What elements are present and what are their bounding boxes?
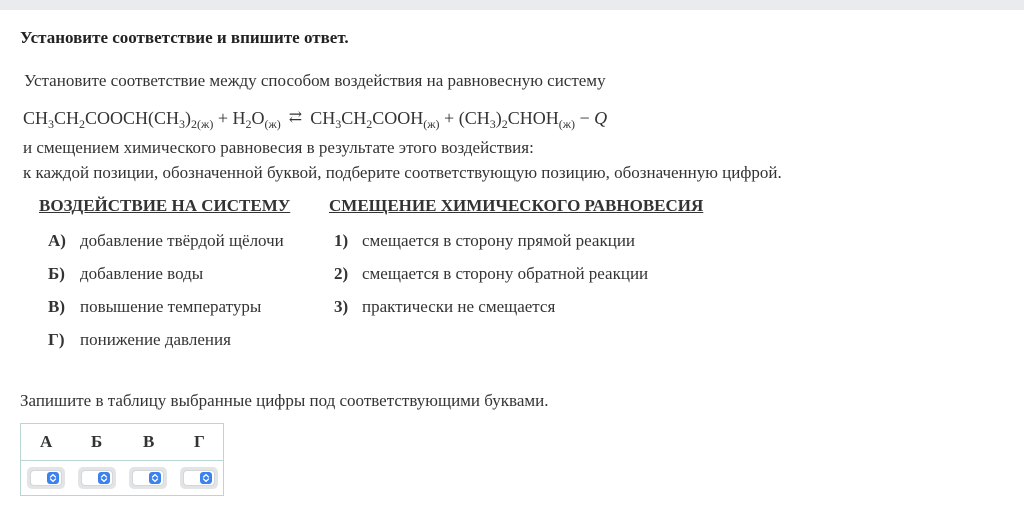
left-item-v — [48, 297, 261, 317]
item-text: добавление твёрдой щёлочи — [80, 231, 284, 250]
chevron-up-down-icon — [98, 472, 110, 484]
answer-letter-g: Г — [194, 432, 205, 451]
item-text: практически не смещается — [362, 297, 556, 316]
right-column-header: СМЕЩЕНИЕ ХИМИЧЕСКОГО РАВНОВЕСИЯ — [329, 196, 704, 215]
item-key: В) — [48, 297, 65, 316]
item-key: 1) — [334, 231, 349, 250]
right-item-3 — [334, 297, 555, 317]
item-key: 3) — [334, 297, 349, 316]
answer-table-header — [21, 424, 223, 461]
right-item-2 — [334, 264, 648, 284]
item-text: понижение давления — [80, 330, 231, 349]
answer-letter-a: А — [40, 432, 53, 451]
left-column-header: ВОЗДЕЙСТВИЕ НА СИСТЕМУ — [39, 196, 291, 215]
item-text: смещается в сторону прямой реакции — [362, 231, 636, 250]
answer-letter-v: В — [143, 432, 155, 451]
answer-letter-b: Б — [91, 432, 103, 451]
answer-select-a[interactable] — [27, 467, 65, 489]
item-text: добавление воды — [80, 264, 204, 283]
equilibrium-arrows-icon: ⇄ — [288, 109, 303, 126]
answer-select-g[interactable] — [180, 467, 218, 489]
chevron-up-down-icon — [149, 472, 161, 484]
chevron-up-down-icon — [47, 472, 59, 484]
answer-select-b[interactable] — [78, 467, 116, 489]
task-line-2: и смещением химического равновесия в результате этого воздействия: — [23, 138, 534, 157]
left-item-b — [48, 264, 203, 284]
answer-prompt: Запишите в таблицу выбранные цифры под соответствующими буквами. — [20, 391, 549, 410]
left-item-g — [48, 330, 231, 350]
top-bar — [0, 0, 1024, 10]
item-key: Г) — [48, 330, 65, 349]
reaction-equation: $CH_3CH_2COOCH(CH_3)_{2(ж)} + H_2O_{(ж)}$ ⇄ $CH_3CH_2COOH_{(ж)}$ + $(CH_3)_2CHOH_{(ж)} - Q$ — [23, 108, 608, 131]
task-line-3: к каждой позиции, обозначенной буквой, подберите соответствующую позицию, обозначенную цифрой. — [23, 163, 782, 182]
task-heading: Установите соответствие и впишите ответ. — [20, 28, 349, 47]
answer-table — [20, 423, 224, 496]
item-text: смещается в сторону обратной реакции — [362, 264, 649, 283]
chevron-up-down-icon — [200, 472, 212, 484]
item-key: А) — [48, 231, 66, 250]
item-key: Б) — [48, 264, 65, 283]
right-item-1 — [334, 231, 635, 251]
item-key: 2) — [334, 264, 349, 283]
answer-select-v[interactable] — [129, 467, 167, 489]
item-text: повышение температуры — [80, 297, 262, 316]
task-intro: Установите соответствие между способом воздействия на равновесную систему — [24, 71, 606, 90]
left-item-a — [48, 231, 284, 251]
